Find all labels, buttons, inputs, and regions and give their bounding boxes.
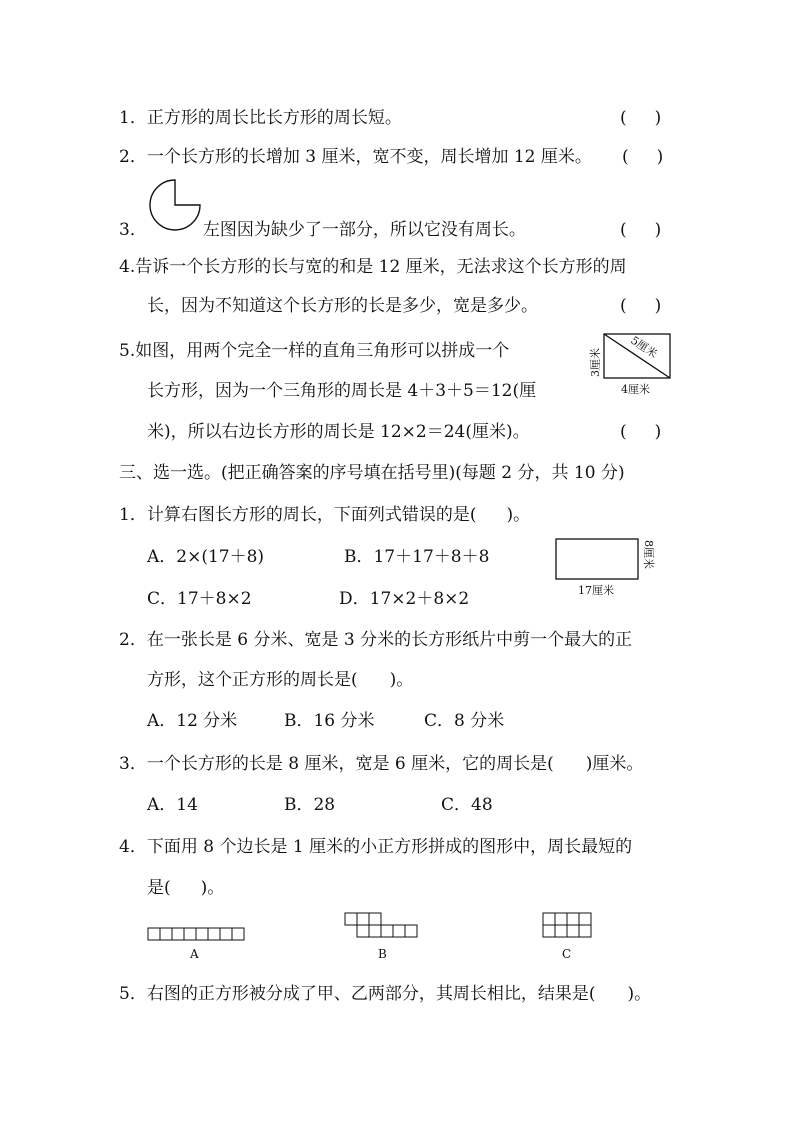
- question-number: 5.: [119, 341, 136, 361]
- shape-label: A: [190, 947, 199, 961]
- option-b[interactable]: B．17＋17＋8＋8: [344, 547, 490, 567]
- rectangle-figure: [552, 536, 662, 600]
- choose-q2-line2: 方形，这个正方形的周长是( )。: [147, 670, 414, 690]
- question-number: 1．: [119, 108, 147, 128]
- shape-label: C: [562, 947, 572, 961]
- question-number: 3．: [119, 220, 147, 240]
- question-text: 右图的正方形被分成了甲、乙两部分，其周长相比，结果是(: [146, 984, 596, 1004]
- judge-q4-line2: 长，因为不知道这个长方形的长是多少，宽是多少。: [147, 296, 538, 316]
- option-c[interactable]: C．8 分米: [424, 711, 505, 731]
- answer-blank[interactable]: ( ): [620, 220, 662, 240]
- question-text: 下面用 8 个边长是 1 厘米的小正方形拼成的图形中，周长最短的: [146, 837, 633, 857]
- option-b[interactable]: B．16 分米: [284, 711, 375, 731]
- choose-q3: 3．一个长方形的长是 8 厘米，宽是 6 厘米，它的周长是( )厘米。: [119, 754, 644, 774]
- choose-q2: [119, 629, 632, 651]
- question-text: 左图因为缺少了一部分，所以它没有周长。: [202, 220, 526, 240]
- label-bottom: 17厘米: [578, 584, 614, 597]
- judge-q5-line3: 米)，所以右边长方形的周长是 12×2＝24(厘米)。: [147, 422, 530, 442]
- question-number: 2．: [119, 147, 147, 167]
- question-number: 4.: [119, 257, 136, 277]
- choose-q5: 5．右图的正方形被分成了甲、乙两部分，其周长相比，结果是( )。: [119, 984, 652, 1004]
- option-c[interactable]: C．48: [441, 795, 493, 815]
- question-text: 计算右图长方形的周长，下面列式错误的是(: [146, 505, 477, 525]
- option-a[interactable]: A．12 分米: [147, 711, 238, 731]
- label-bottom: 4厘米: [621, 383, 650, 396]
- shape-option-c[interactable]: [542, 912, 602, 962]
- question-text: 一个长方形的长是 8 厘米，宽是 6 厘米，它的周长是(: [146, 754, 554, 774]
- question-text: 一个长方形的长增加 3 厘米，宽不变，周长增加 12 厘米。: [146, 147, 592, 167]
- label-right: 8厘米: [642, 540, 655, 569]
- question-number: 3．: [119, 754, 147, 774]
- label-left: 3厘米: [589, 348, 602, 377]
- question-number: 4．: [119, 837, 147, 857]
- option-d[interactable]: D．17×2＋8×2: [339, 589, 470, 609]
- answer-blank[interactable]: ( ): [620, 108, 662, 128]
- judge-q5: [119, 340, 509, 362]
- option-a[interactable]: A．2×(17＋8): [147, 547, 265, 567]
- question-text: 正方形的周长比长方形的周长短。: [146, 108, 402, 128]
- choose-q4: [119, 836, 632, 858]
- section-heading: 三、选一选。(把正确答案的序号填在括号里)(每题 2 分，共 10 分): [119, 463, 625, 483]
- question-text: 告诉一个长方形的长与宽的和是 12 厘米，无法求这个长方形的周: [135, 257, 627, 277]
- answer-blank[interactable]: ( ): [620, 422, 662, 442]
- question-number: 1．: [119, 505, 147, 525]
- question-text: 如图，用两个完全一样的直角三角形可以拼成一个: [135, 341, 510, 361]
- question-number: 5．: [119, 984, 147, 1004]
- judge-q2: [119, 146, 592, 168]
- label-diagonal: 5厘米: [628, 333, 660, 361]
- question-text: 在一张长是 6 分米、宽是 3 分米的长方形纸片中剪一个最大的正: [146, 630, 633, 650]
- question-number: 2．: [119, 630, 147, 650]
- judge-q5-line2: 长方形，因为一个三角形的周长是 4＋3＋5＝12(厘: [147, 381, 537, 401]
- option-b[interactable]: B．28: [284, 795, 336, 815]
- choose-q1: 1．计算右图长方形的周长，下面列式错误的是( )。: [119, 505, 531, 525]
- shape-label: B: [378, 947, 387, 961]
- judge-q1: [119, 107, 402, 129]
- option-a[interactable]: A．14: [147, 795, 198, 815]
- option-c[interactable]: C．17＋8×2: [147, 589, 252, 609]
- judge-q3: [119, 219, 526, 241]
- shape-option-a[interactable]: [147, 927, 247, 961]
- answer-blank[interactable]: ( ): [622, 147, 664, 167]
- judge-q4: [119, 256, 627, 278]
- choose-q4-line2: 是( )。: [147, 878, 225, 898]
- answer-blank[interactable]: ( ): [620, 296, 662, 316]
- triangle-rectangle-figure: [588, 332, 678, 402]
- shape-option-b[interactable]: [344, 912, 424, 962]
